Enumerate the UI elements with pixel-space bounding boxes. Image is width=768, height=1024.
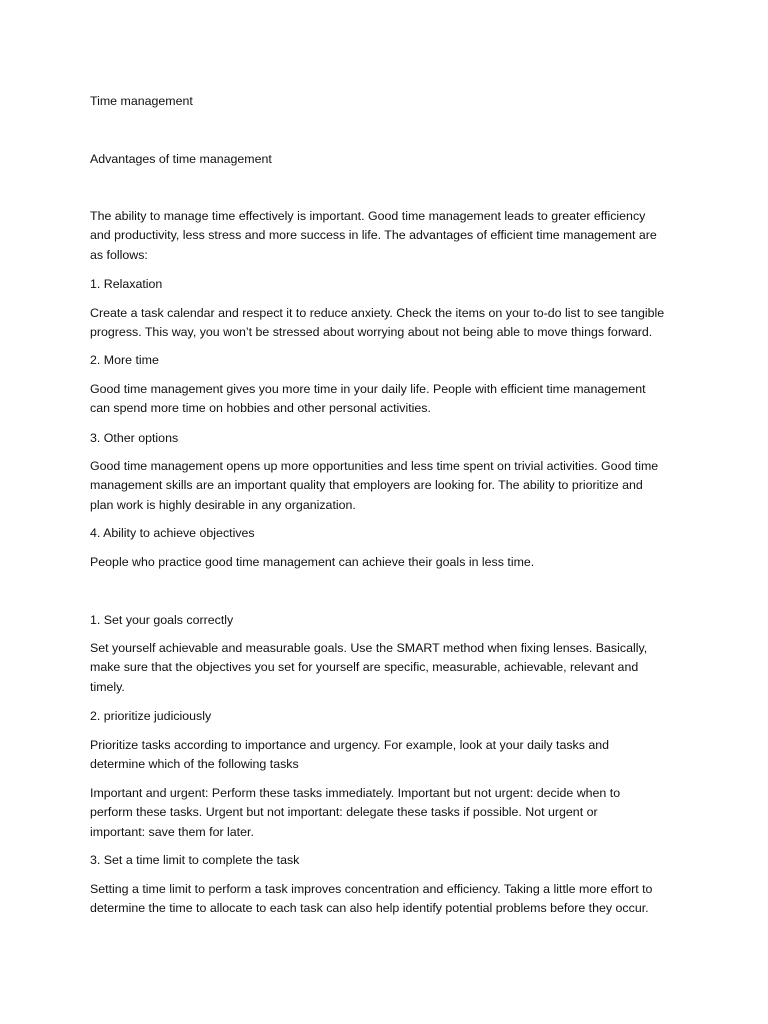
advantage-heading-relaxation: 1. Relaxation	[90, 277, 163, 291]
paragraph-line: important: save them for later.	[90, 824, 254, 839]
tip-paragraph-prioritize	[90, 736, 690, 775]
paragraph-line: Good time management opens up more opportunities and less time spent on trivial activities. Good time	[90, 459, 659, 473]
intro-line: The ability to manage time effectively is important. Good time management leads to greater efficiency	[90, 209, 646, 223]
paragraph-line: Important and urgent: Perform these tasks immediately. Important but not urgent: decide when to	[90, 786, 621, 800]
paragraph-line: can spend more time on hobbies and other personal activities.	[90, 401, 431, 416]
intro-line: and productivity, less stress and more success in life. The advantages of efficient time management are	[90, 228, 657, 243]
paragraph-line: Good time management gives you more time in your daily life. People with efficient time management	[90, 382, 646, 396]
paragraph-line: perform these tasks. Urgent but not important: delegate these tasks if possible. Not urgent or	[90, 805, 598, 820]
paragraph-line: Setting a time limit to perform a task improves concentration and efficiency. Taking a little more effort to	[90, 882, 653, 896]
paragraph-line: make sure that the objectives you set for yourself are specific, measurable, achievable, relevant and	[90, 660, 639, 675]
advantage-paragraph-relaxation	[90, 304, 690, 343]
document-title: Time management	[90, 94, 193, 108]
paragraph-line: determine which of the following tasks	[90, 757, 299, 772]
tip-paragraph-goals	[90, 639, 690, 697]
paragraph-line: People who practice good time management can achieve their goals in less time.	[90, 555, 535, 569]
tip-heading-goals: 1. Set your goals correctly	[90, 613, 234, 627]
advantage-paragraph-objectives	[90, 553, 690, 572]
tip-paragraph-priority-matrix	[90, 784, 690, 842]
paragraph-line: plan work is highly desirable in any organization.	[90, 497, 356, 512]
paragraph-line: management skills are an important quality that employers are looking for. The ability to prioritize and	[90, 478, 643, 493]
paragraph-line: timely.	[90, 679, 125, 694]
intro-paragraph	[90, 207, 690, 265]
intro-line: as follows:	[90, 247, 148, 262]
paragraph-line: progress. This way, you won’t be stressed about worrying about not being able to move things forward.	[90, 325, 653, 340]
tip-heading-prioritize: 2. prioritize judiciously	[90, 709, 212, 723]
advantage-heading-objectives: 4. Ability to achieve objectives	[90, 526, 255, 540]
advantage-heading-more-time: 2. More time	[90, 353, 159, 367]
paragraph-line: Set yourself achievable and measurable goals. Use the SMART method when fixing lenses. Basically,	[90, 641, 648, 655]
tip-paragraph-time-limit	[90, 880, 690, 919]
paragraph-line: Create a task calendar and respect it to reduce anxiety. Check the items on your to-do list to see tangible	[90, 306, 665, 320]
paragraph-line: determine the time to allocate to each task can also help identify potential problems before they occur.	[90, 901, 649, 916]
advantage-heading-other-options: 3. Other options	[90, 431, 179, 445]
tip-heading-time-limit: 3. Set a time limit to complete the task	[90, 853, 300, 867]
advantage-paragraph-other-options	[90, 457, 690, 515]
advantage-paragraph-more-time	[90, 380, 690, 419]
paragraph-line: Prioritize tasks according to importance and urgency. For example, look at your daily tasks and	[90, 738, 610, 752]
section-title-advantages: Advantages of time management	[90, 152, 272, 166]
